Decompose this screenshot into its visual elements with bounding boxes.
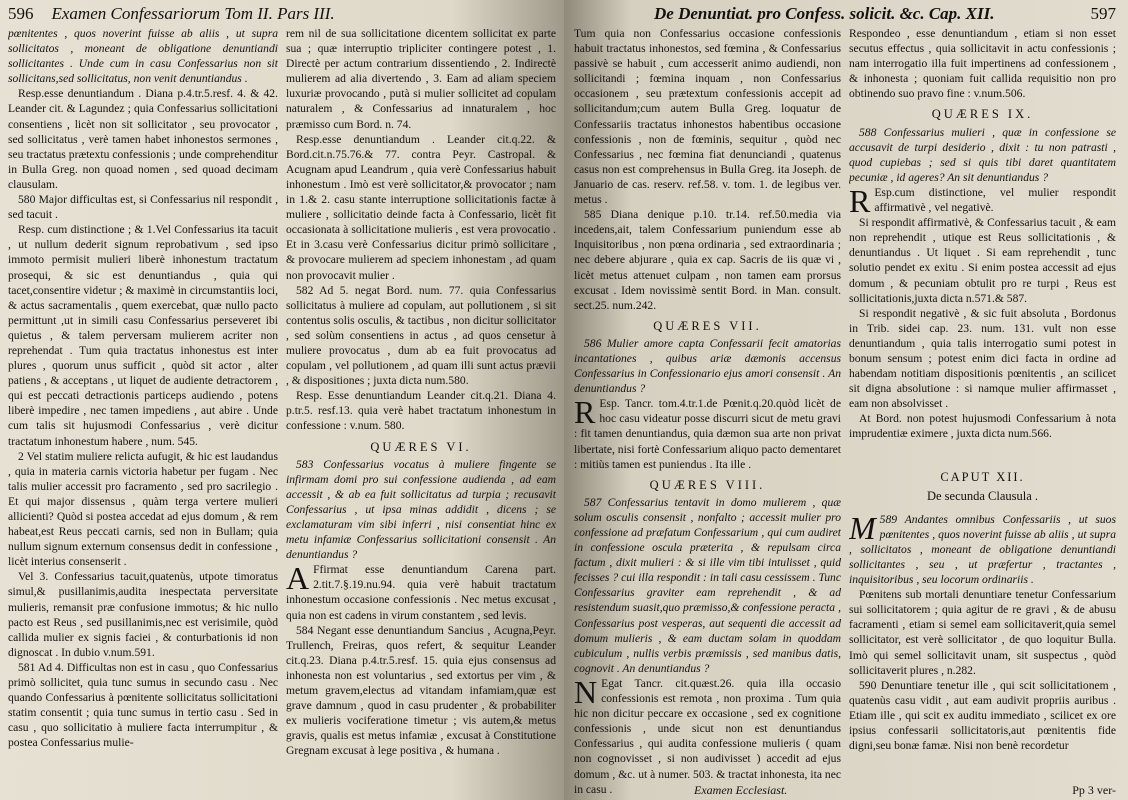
- paragraph: Resp. cum distinctione ; & 1.Vel Confessarius ita tacuit , ut nullum dederit signum reprobativum , sed ipso immoto permisit mulieri liberè inhonestum tractatum prosequi, & sic est denuntiandus , quia qui tacet,consentire videtur ; & maximè in circumstantiis loci, & actus sacramentalis , quem exercebat, quæ nullo pacto permittunt ,ut in simili casu Confessarius perseveret ibi quietus , & talem perversam mulierem acriter non reprehendat . Tum quia tractatus inhonestus est inter plures , quorum unus sufficit , quòd sit actor , alter patiens , & acceptans , ut liquet de audiente detractorem , qui est peccati detractionis particeps audiendo , potens liberè impedire , nec tamen impediens , aut abire . Unde cum talis sit hujusmodi Confessarius , verè dicitur tractatum inhonestum habere , num. 545.: [8, 223, 278, 448]
- paragraph: Tum quia non Confessarius occasione confessionis habuit tractatus inhonestos, sed fœmina , & Confessarius passivè se habuit , cum accesserit animo audiendi, non sollicitandi ; fœmina inquam , non Confessarius occasionem , seu prætextum confessionis accepit ad sollicitandum;cum autem Bulla Greg. loquatur de Confessariis tractatus inhonestos habentibus occasione confessionis , non de fœminis, sequitur , quòd nec Confessarius , nec fœmina fiat denunciandi , quatenus casus non est comprehensus in Bulla Greg. ita Joseph. de Januario de cas. reserv. ref.58. v. tom. 1. de legibus ver. metus .: [574, 27, 841, 207]
- chapter-first-paragraph: [849, 509, 1116, 587]
- paragraph: rem nil de sua sollicitatione dicentem sollicitat ex parte sua ; quæ interruptio tripliciter contingere potest , 1. Directè per actum contrarium dissentiendo , 2. Indirectè mulierem ad alia divertendo , 3. Eam ad aliam speciem luxuriæ provocando , putà si mulier sollicitet ad copulam naturalem , & Confessarius ad innaturalem , hoc præmisso cum Bord. n. 74.: [286, 27, 556, 131]
- left-columns: [8, 26, 556, 798]
- question-heading: QUÆRES IX.: [931, 107, 1034, 122]
- paragraph: 585 Diana denique p.10. tr.14. ref.50.media via incedens,ait, talem Confessarium puniendum esse ab Inquisitoribus , non pœna ordinaria , sed extraordinaria ; nec debere abjurare , quia ex cap. Sacris de iis quæ vi , licèt metus attenuet culpam , non tamen eam prorsus excusat . Idem novissimè sentit Bord. in Man. consult. sect.25. num.242.: [574, 208, 841, 312]
- left-column-2: [286, 26, 556, 798]
- paragraph: 582 Ad 5. negat Bord. num. 77. quia Confessarius sollicitatus à muliere ad copulam, aut pollutionem , si sit contentus solis osculis, & tactibus , non dicitur sollicitator , sed solùm consentiens in actus , ad quos censetur à muliere provocatus , dum ab ea fuit provocatus ad copulam , vel pollutionem , ad quam illi sunt actus prævii , & dispositiones ; juxta dicta num.580.: [286, 283, 556, 388]
- catchword: ver-: [1096, 783, 1116, 797]
- left-column-1: [8, 26, 278, 798]
- right-running-title: De Denuntiat. pro Confess. solicit. &c. Cap. XII.: [654, 4, 995, 23]
- question-text: 583 Confessarius vocatus à muliere fingente se infirmam domi pro sui confessione audienda , ad eam accessit , & ab ea fuit sollicitatus ad turpia ; recusavit Confessarius , ut ipsa minas addidit , dicens ; se exclamaturam vim sibi inferri , nisi consentiat hinc ex metu infamiæ Confessarius sollicitationi consensit . An denuntiandus ?: [286, 457, 556, 562]
- paragraph-number: 589: [879, 512, 898, 526]
- answer-paragraph: [574, 673, 841, 797]
- paragraph: Si respondit affirmativè, & Confessarius tacuit , & eam non reprehendit , utique est Reus sollicitationis , & denuntiandus . Ut liquet . Si eam reprehendit , tunc solutio pendet ex exitu . Si enim postea accessit ad ejus domum , & pecuniam obtulit pro re turpi , Reus est sollicitationis,juxta dicta n.571.& 587.: [849, 216, 1116, 305]
- question-heading: QUÆRES VII.: [653, 318, 762, 333]
- paragraph: Resp. Esse denuntiandum Leander cit.q.21. Diana 4. p.tr.5. resf.13. quia verè habet tractatum inhonestum in confessione : v.num. 580.: [286, 389, 556, 433]
- paragraph: 580 Major difficultas est, si Confessarius nil respondit , sed tacuit .: [8, 193, 278, 222]
- right-column-1: [574, 26, 841, 798]
- right-page-number: 597: [1090, 4, 1116, 23]
- question-text: 587 Confessarius tentavit in domo mulierem , quæ solum osculis consensit , nonfalto ; accessit mulier pro confessione ad præfatum Confessarium , qui cum audiret in confessione oscula præterita , & repulsam circa factum , dixit mulieri : & si ille vim tibi intulisset , quid fecisses ? cui illa respondit : in tali casu cessissem . Tunc Confessarius graviter eam reprehendit , & ad resistendum suasit,quo præmisso,& confessione peracta , Confessarius post vesperas, aut sequenti die accessit ad domum mulieris , & eam ductam solam in quoddam cubiculum , nullis verbis præmissis , sed manibus datis, cognovit . An denuntiandus ?: [574, 495, 841, 675]
- drop-cap: R: [849, 182, 871, 219]
- paragraph: Si respondit negativè , & sic fuit absoluta , Bordonus in Trib. sidei cap. 23. num. 131. vult non esse denuntiandum , quia talis interrogatio sumi potest in bonum sensum ; potest enim dici facta in ordine ad habendam notitiam dispositionis pœnitentis , an scilicet sit digna absolutione : si namque mulier affirmasset , eam non absolvisset .: [849, 306, 1116, 411]
- answer-text: Ffirmat esse denuntiandum Carena part. 2.tit.7.§.19.nu.94. quia verè habuit tractatum inhonestum occasione confessionis . Nec metus excusat , quia non est cadens in virum constantem , sed levis.: [286, 563, 556, 622]
- drop-cap: R: [574, 394, 596, 431]
- question-text: 586 Mulier amore capta Confessarii fecit amatorias incantationes , quibus ariæ dæmonis accensus Confessarius in Confessionario ejus amori consensit . An denuntiandus ?: [574, 336, 841, 396]
- answer-text: Egat Tancr. cit.quæst.26. quia illa occasio confessionis est remota , non proxima . Tum quia hic non dicitur peccare ex occasione , sed ex cognitione confessionis , unde sicut non est denuntiandus Confessarius , qui audita confessione mulieris ( quam non cognovisset , si non audivisset ) accedit ad ejus domum , &c. ut à numer. 503. & tractat inhonesta, ita nec in casu .: [574, 676, 841, 796]
- answer-paragraph: [574, 396, 841, 471]
- paragraph: Vel 3. Confessarius tacuit,quatenùs, utpote timoratus simul,& pusillanimis,audita inespectata perversitate mulieris, remansit præ confusione immotus; & hic nullo pacto est Reus , sed pusillanimis,nec est verisimile, quòd callida mulier ex signis faciei , & conturbationis id non dignoscat . In dubio v.num.591.: [8, 570, 278, 659]
- paragraph: At Bord. non potest hujusmodi Confessarium à nota imprudentiæ eximere , juxta dicta num.566.: [849, 412, 1116, 441]
- answer-paragraph: [849, 182, 1116, 219]
- right-column-2: [849, 26, 1116, 798]
- left-page-number: 596: [8, 4, 34, 23]
- paragraph: 581 Ad 4. Difficultas non est in casu , quo Confessarius primò sollicitet, quia tunc sumus in secundo casu . Nec quando Confessarius à pœnitente sollicitatus sollicitationi statim consentit ; quia tunc sumus in tertio casu . Sed in casu , quo sollicitatio à muliere facta interrumpitur , & postea Confessarius mulie-: [8, 660, 278, 750]
- left-running-title: Examen Confessariorum Tom II. Pars III.: [51, 4, 335, 23]
- right-columns: [574, 26, 1116, 798]
- drop-cap: N: [574, 673, 598, 710]
- paragraph: 584 Negant esse denuntiandum Sancius , Acugna,Peyr. Trullench, Freiras, quos refert, & sequitur Leander cit.q.23. Diana p.4.tr.5.resf. 15. quia ejus consensus ad inhonesta non est voluntarius , sed extortus per vim , & metum gravem,electus ad vitandam infamiam,quæ est grave damnum , quod in casu prudenter , & probabiliter ex mulieris vociferatione timetur ; vis autem,& metus gravis, qualis est metus infamiæ , excusat à Constitutione Gregnam excusat à lege positiva , & humana .: [286, 623, 556, 758]
- answer-paragraph: [286, 562, 556, 622]
- left-running-head: [8, 4, 556, 26]
- paragraph: Pœnitens sub mortali denuntiare tenetur Confessarium sui sollicitatorem ; quia agitur de re gravi , & de abusu facramenti , etiam si semel eam sollicitaverit,quia semel sollicitator, est verè sollicitator , de quo loquitur Bulla. Imò qui semel sollicitavit unam, sit suspectus , quòd sollicitaverit plures , n.282.: [849, 588, 1116, 677]
- answer-text: Esp.cum distinctione, vel mulier respondit affirmativè , vel negativè.: [874, 185, 1116, 215]
- question-heading: QUÆRES VI.: [370, 439, 472, 454]
- paragraph: Resp.esse denuntiandum . Leander cit.q.22. & Bord.cit.n.75.76.& 77. contra Peyr. Castropal. & Acugnam apud Leandrum , quia verè Confessarius habuit inhonestum . Imò est verè sollicitator,& provocator ; nam in 1.& 2. casu stante interruptione sollicitationis factæ à muliere , sollicitatio deinde facta à Confessario, licèt fit occasionata à sollicitatione mulieris , est vera provocatio . Et in 3.casu verè Confessarius dicitur primò sollicitare , & provocare mulierem ad speciem inhonestam , ad quam non provocavit mulier .: [286, 132, 556, 282]
- chapter-subheading: De secunda Clausula .: [926, 488, 1039, 503]
- signature-mark: [1072, 783, 1116, 798]
- paragraph: Resp.esse denuntiandum . Diana p.4.tr.5.resf. 4. & 42. Leander cit. & Lagundez ; quia Confessarius sollicitationi consentiens , licèt non sit sollicitator , seu provocator , sed sollicitatus , verè tamen habet inhonestos sermones , seu tractatus prætextu confessionis ; unde comprehenditur in Bulla Greg. non quoad nomen , sed quoad decimam clausulam.: [8, 87, 278, 191]
- footer-catchline: Examen Ecclesiast.: [694, 783, 788, 797]
- paragraph: pœnitentes , quos noverint fuisse ab aliis , ut supra sollicitatos , moneant de obligatione denuntiandi sollicitantes . Unde cum in casu Confessarius non sit sollicitans,sed sollicitatus, non venit denuntiandus .: [8, 27, 278, 86]
- paragraph: Respondeo , esse denuntiandum , etiam si non esset secutus effectus , quia sollicitavit in actu confessionis ; nam interrogatio illa fuit impertinens ad confessionem , & inhonesta ; quoniam fuit callida requisitio non pro obtinendo suo pravo fine : v.num.506.: [849, 27, 1116, 101]
- drop-cap: A: [286, 560, 310, 597]
- drop-cap: M: [849, 509, 876, 546]
- paragraph: 2 Vel statim muliere relicta aufugit, & hic est laudandus , quia in materia carnis victoria habetur per fugam . Nec talis mulier accessit pro facramento , sed pro sacrilegio . Et qui major dissensus , quàm terga vertere mulieri allicienti? Quòd si postea accedat ad ejus domum , & rem habeat,est Reus peccati carnis, sed non in Bullam; quia nullum signum externum consensus dedit in confessione , licèt interius consenserit .: [8, 449, 278, 569]
- answer-text: Esp. Tancr. tom.4.tr.1.de Pœnit.q.20.quòd licèt de hoc casu videatur posse discurri sicut de metu gravi : fit tamen denuntiandus, quia dæmon sua arte non privat libertate, nisi fortè Confessarium aliquo pacto dementaret : mitiùs tamen est puniendus . Ita ille .: [574, 397, 841, 471]
- question-text: 588 Confessarius mulieri , quæ in confessione se accusavit de turpi desiderio , dixit : tu non patrasti , quod cupiebas ; sed si quis tibi daret quantitatem pecuniæ , id ageres? An sit denuntiandus ?: [849, 125, 1116, 184]
- paragraph-text: Andantes omnibus Confessariis , ut suos pœnitentes , quos noverint fuisse ab aliis , ut supra , sollicitatos , moneant de obligatione denuntiandi sollicitantes , seu , ut præfertur , tractantes , inquisitoribus , seu locorum ordinariis .: [849, 512, 1116, 587]
- signature-text: Pp 3: [1072, 783, 1094, 797]
- right-running-head: [574, 4, 1116, 26]
- right-page: [564, 0, 1128, 800]
- question-heading: QUÆRES VIII.: [649, 477, 766, 492]
- paragraph: 590 Denuntiare tenetur ille , qui scit sollicitationem , quatenùs casu vidit , aut eam audivit propriis auribus . Etiam ille , qui scit ex auditu immediato , scilicet ex ore ipsius confessarii sollicitatoris,aut pœnitentis fide digni,seu bonæ famæ. Nisi non benè recordetur: [849, 678, 1116, 753]
- chapter-heading: CAPUT XII.: [940, 469, 1025, 484]
